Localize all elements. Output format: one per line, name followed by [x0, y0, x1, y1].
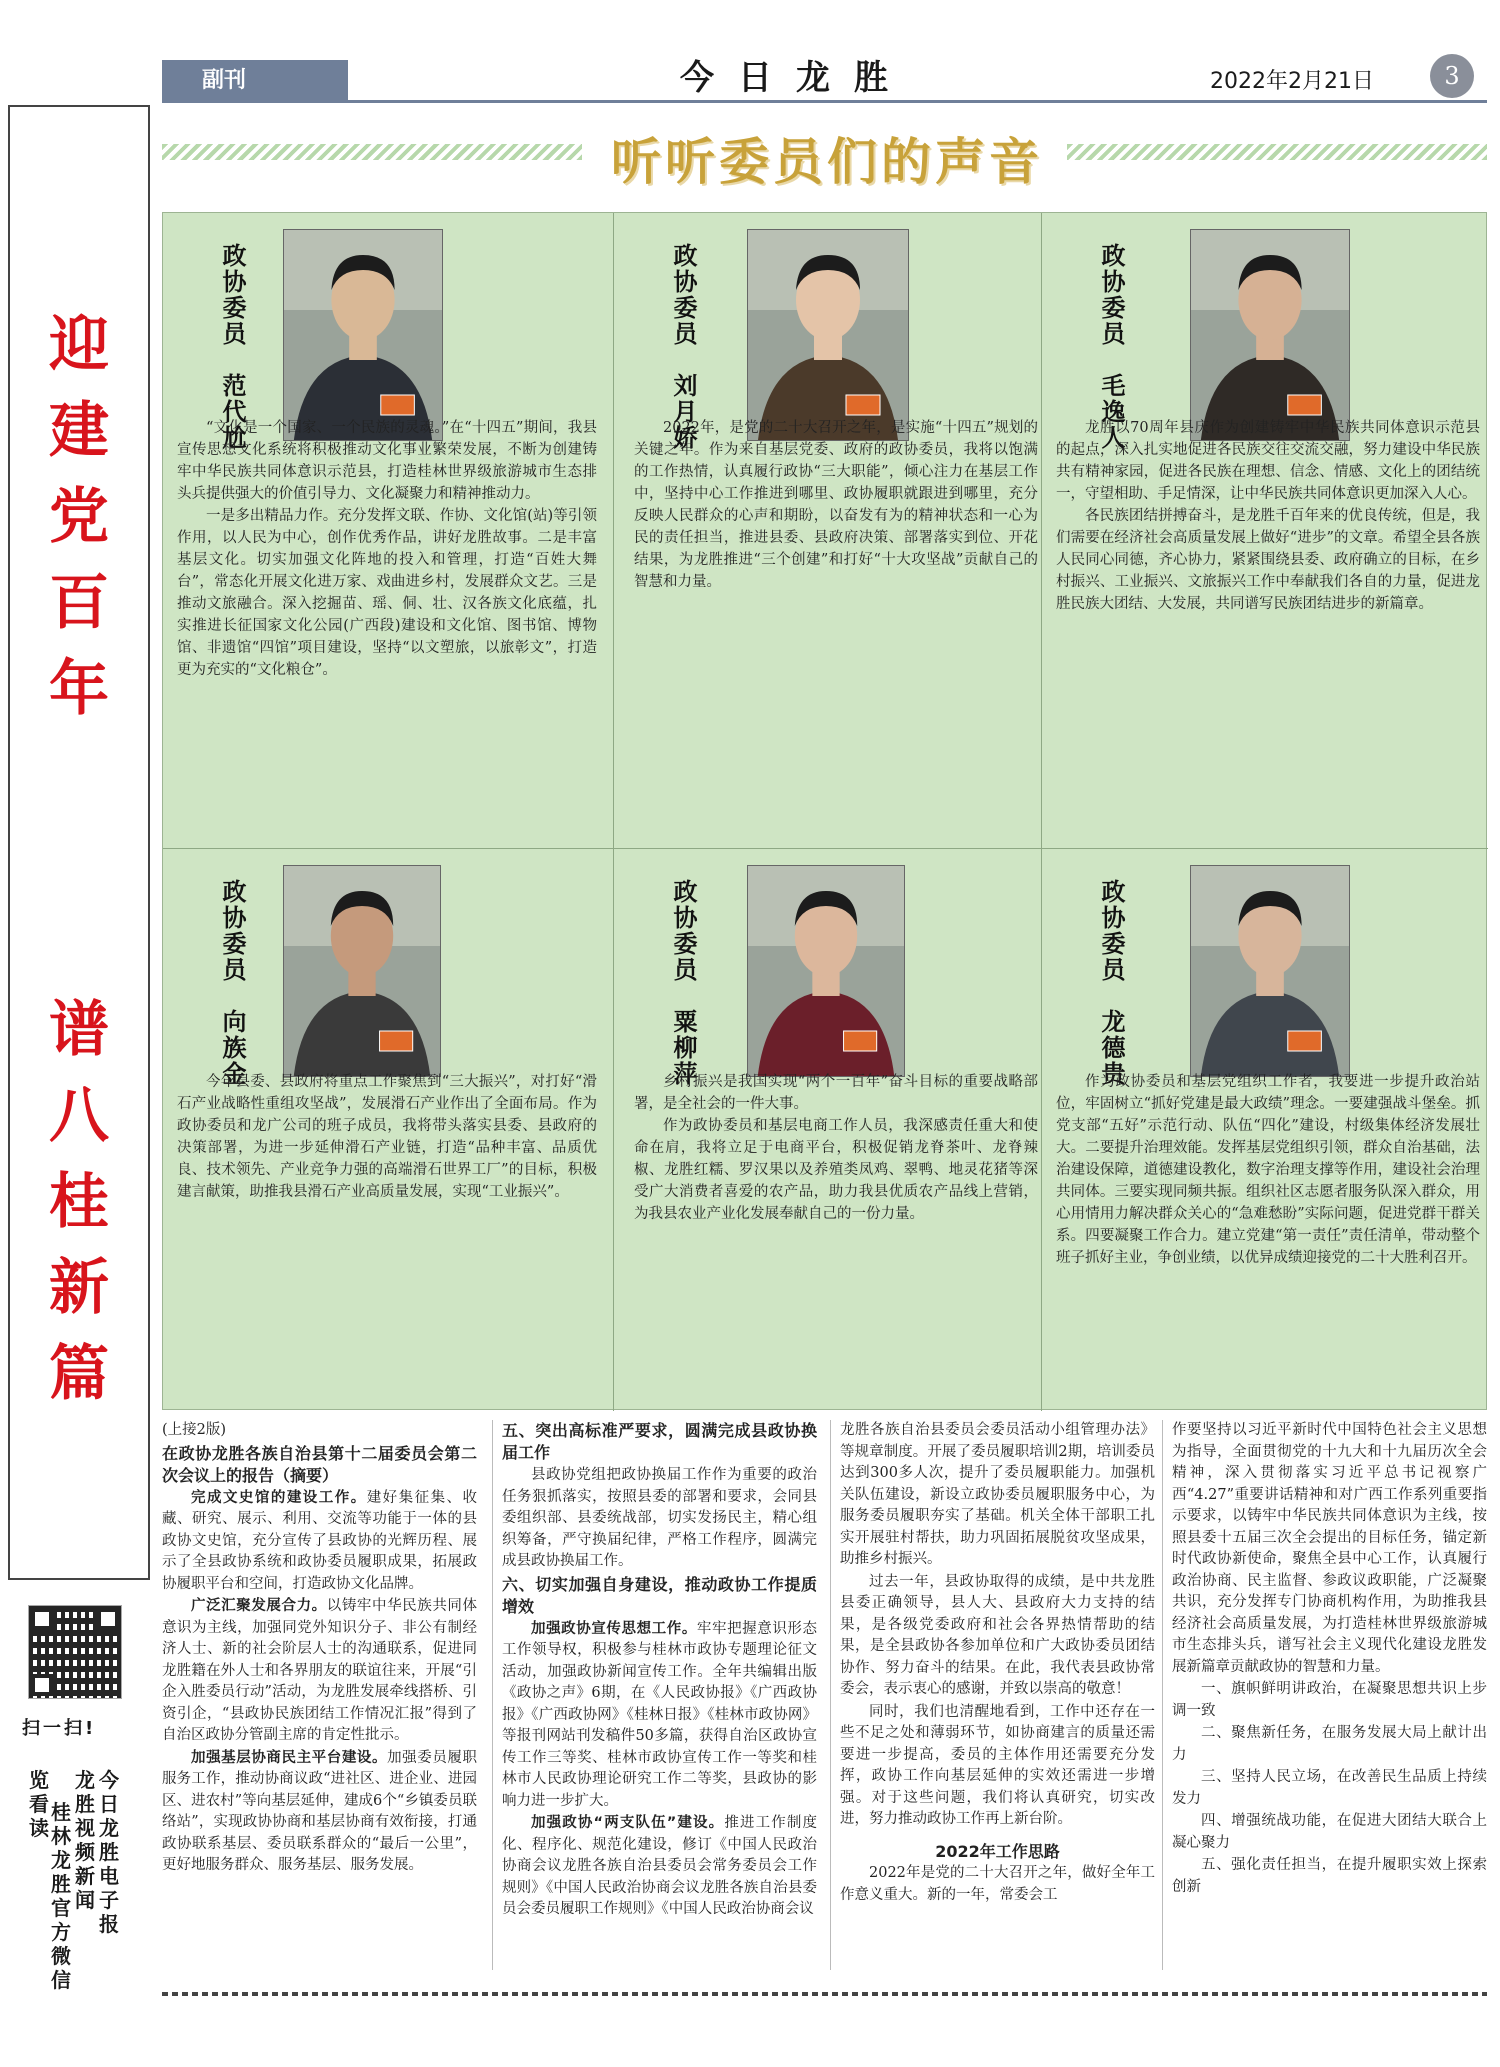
grid-divider [1041, 213, 1042, 1411]
report-column [502, 1420, 817, 1922]
member-portrait [283, 865, 441, 1077]
section-tab: 副刊 [162, 60, 348, 102]
report-paragraph: 加强政协宣传思想工作。牢牢把握意识形态工作领导权，积极参与桂林市政协专题理论征文活动，加强政协新闻宣传工作。全年共编辑出版《政协之声》6期，在《人民政协报》《广西政协报》《广西政协网》《桂林日报》《桂林市政协网》等报刊网站刊发稿件50多篇，获得自治区政协宣传工作三等奖、桂林市政协宣传工作一等奖和桂林市人民政协理论研究工作二等奖，县政协的影响力进一步扩大。 [502, 1620, 818, 1809]
report-paragraph: 一、旗帜鲜明讲政治，在凝聚思想共识上步调一致 [1172, 1681, 1487, 1719]
member-statement [177, 1071, 597, 1203]
sidebar-slogan-box [8, 105, 150, 1580]
paragraph-lead: 加强基层协商民主平台建设。 [191, 1749, 388, 1766]
issue-date: 2022年2月21日 [1210, 69, 1374, 94]
reader-col: 龙胜视频新闻 [75, 1768, 95, 1912]
member-statement [634, 1071, 1038, 1225]
column-rule [492, 1420, 493, 1970]
qr-finder [31, 1608, 53, 1630]
qr-code[interactable] [28, 1605, 122, 1699]
paragraph-lead: 加强政协宣传思想工作。 [531, 1620, 697, 1637]
member-statement [634, 417, 1038, 593]
report-paragraph: 县政协党组把政协换届工作作为重要的政治任务狠抓落实，按照县委的部署和要求，会同县委组织部、县委统战部，切实发扬民主，精心组织筹备，严守换届纪律，严格工作程序，圆满完成县政协换届工作。 [502, 1467, 817, 1569]
member-statement [1056, 417, 1480, 615]
continued-note: (上接2版) [162, 1422, 227, 1438]
member-label: 政协委员 粟柳萍 [669, 879, 697, 1087]
bottom-rule [162, 1992, 1487, 1996]
report-column [1172, 1420, 1487, 1899]
column-rule [830, 1420, 831, 1970]
statement-paragraph: 今年县委、县政府将重点工作聚焦到“三大振兴”，对打好“滑石产业战略性重组攻坚战”，发展滑石产业作出了全面布局。作为政协委员和龙广公司的班子成员，我将带头落实县委、县政府的决策部署，为进一步延伸滑石产业链，打造“品种丰富、品质优良、技术领先、产业竞争力强的高端滑石世界工厂”的目标，积极建言献策，助推我县滑石产业高质量发展，实现“工业振兴”。 [177, 1074, 597, 1200]
reader-col: 今日龙胜电子报 [99, 1768, 119, 1936]
report-heading: 在政协龙胜各族自治县第十二届委员会第二次会议上的报告（摘要） [162, 1443, 477, 1485]
slogan-bottom: 谱 八 桂 新 篇 [49, 995, 109, 1409]
members-panel [162, 212, 1487, 1410]
scan-label: 扫一扫! [22, 1718, 97, 1739]
feature-banner [162, 122, 1487, 191]
report-heading: 五、突出高标准严要求，圆满完成县政协换届工作 [502, 1421, 817, 1462]
slogan-top: 迎 建 党 百 年 [49, 310, 109, 724]
paragraph-lead: 加强政协“两支队伍”建设。 [531, 1815, 725, 1831]
banner-stripe-right [1067, 144, 1487, 160]
member-portrait [1190, 865, 1350, 1077]
report-article [162, 1420, 1487, 1980]
report-paragraph: 加强政协“两支队伍”建设。推进工作制度化、程序化、规范化建设，修订《中国人民政治协商会议龙胜各族自治县委员会常务委员会工作规则》《中国人民政治协商会议龙胜各族自治县委员会委员履职工作规则》《中国人民政治协商会议 [502, 1815, 818, 1917]
report-paragraph: 2022年是党的二十大召开之年，做好全年工作意义重大。新的一年，常委会工 [840, 1865, 1155, 1903]
member-label: 政协委员 向族金 [218, 879, 246, 1087]
report-column [840, 1420, 1155, 1907]
member-label: 政协委员 刘月娇 [669, 243, 697, 451]
report-paragraph: 二、聚焦新任务，在服务发展大局上献计出力 [1172, 1725, 1487, 1763]
member-statement [1056, 1071, 1480, 1269]
reader-col: 览看读 [29, 1768, 49, 1840]
column-rule [1162, 1420, 1163, 1970]
statement-paragraph: 作为政协委员和基层电商工作人员，我深感责任重大和使命在肩，我将立足于电商平台，积极促销龙脊茶叶、龙脊辣椒、龙胜红糯、罗汉果以及养殖类凤鸡、翠鸭、地灵花猪等深受广大消费者喜爱的农产品，助力我县优质农产品线上营销，为我县农业产业化发展奉献自己的一份力量。 [634, 1118, 1038, 1222]
report-paragraph: 作要坚持以习近平新时代中国特色社会主义思想为指导，全面贯彻党的十九大和十九届历次全会精神，深入贯彻落实习近平总书记视察广西“4.27”重要讲话精神和对广西工作系列重要指示要求，以铸牢中华民族共同体意识为主线，按照县委十五届三次全会提出的目标任务，锚定新时代政协新使命，聚焦全县中心工作，认真履行政治协商、民主监督、参政议政职能，广泛凝聚共识，充分发挥专门协商机构作用，为助推我县经济社会高质量发展，为打造桂林世界级旅游城市生态排头兵，谱写社会主义现代化建设龙胜发展新篇章贡献政协的智慧和力量。 [1172, 1422, 1487, 1675]
feature-title: 听听委员们的声音 [611, 133, 1043, 191]
member-portrait [283, 229, 443, 441]
report-subheading: 2022年工作思路 [935, 1841, 1060, 1861]
member-label: 政协委员 毛逸人 [1097, 243, 1125, 451]
report-paragraph: 三、坚持人民立场，在改善民生品质上持续发力 [1172, 1769, 1487, 1807]
member-portrait [1190, 229, 1350, 441]
member-label: 政协委员 龙德贵 [1097, 879, 1125, 1087]
paper-name: 今日龙胜 [680, 58, 912, 98]
statement-paragraph: 作为政协委员和基层党组织工作者，我要进一步提升政治站位，牢固树立“抓好党建是最大政绩”理念。一要建强战斗堡垒。抓党支部“五好”示范行动、队伍“四化”建设，村级集体经济发展壮大。二要提升治理效能。发挥基层党组织引领，群众自治基础，法治建设保障，道德建设教化，数字治理支撑等作用，建设社会治理共同体。三要实现同频共振。组织社区志愿者服务队深入群众，用心用情用力解决群众关心的“急难愁盼”实际问题，促进党群干群关系。四要凝聚工作合力。建立党建“第一责任”责任清单，带动整个班子抓好主业，争创业绩，以优异成绩迎接党的二十大胜利召开。 [1056, 1074, 1480, 1266]
paragraph-lead: 完成文史馆的建设工作。 [191, 1489, 367, 1506]
report-column [162, 1420, 477, 1878]
statement-paragraph: 龙胜以70周年县庆作为创建铸牢中华民族共同体意识示范县的起点，深入扎实地促进各民族交往交流交融，努力建设中华民族共有精神家园，促进各民族在理想、信念、情感、文化上的团结统一，守望相助、手足情深，让中华民族共同体意识更加深入人心。 [1056, 420, 1480, 502]
qr-finder [97, 1608, 119, 1630]
banner-stripe-left [162, 144, 582, 160]
report-paragraph: 龙胜各族自治县委员会委员活动小组管理办法》等规章制度。开展了委员履职培训2期，培训委员达到300多人次，提升了委员履职能力。加强机关队伍建设，新设立政协委员履职服务中心，为服务委员履职夯实了基础。机关全体干部职工扎实开展驻村帮扶，助力巩固拓展脱贫攻坚成果，助推乡村振兴。 [840, 1422, 1155, 1567]
grid-divider [163, 848, 1488, 849]
grid-divider [613, 213, 614, 1411]
page-number-badge: 3 [1430, 54, 1474, 98]
member-portrait [747, 865, 905, 1077]
statement-paragraph: 2022年，是党的二十大召开之年，是实施“十四五”规划的关键之年。作为来自基层党委、政府的政协委员，我将以饱满的工作热情，认真履行政协“三大职能”，倾心注力在基层工作中，坚持中心工作推进到哪里、政协履职就跟进到哪里，充分反映人民群众的心声和期盼，以奋发有为的精神状态和一心为民的责任担当，推进县委、县政府决策、部署落实到位、开花结果，为龙胜推进“三个创建”和打好“十大攻坚战”贡献自己的智慧和力量。 [634, 420, 1038, 590]
paragraph-lead: 广泛汇聚发展合力。 [191, 1598, 327, 1614]
report-paragraph: 完成文史馆的建设工作。建好集征集、收藏、研究、展示、利用、交流等功能于一体的县政协文史馆，充分宣传了县政协的光辉历程、展示了全县政协系统和政协委员履职成果，拓展政协履职平台和空间，打造政协文化品牌。 [162, 1489, 478, 1592]
report-paragraph: 五、强化责任担当，在提升履职实效上探索创新 [1172, 1857, 1487, 1895]
member-portrait [747, 229, 909, 441]
qr-finder [31, 1674, 53, 1696]
report-paragraph: 广泛汇聚发展合力。以铸牢中华民族共同体意识为主线，加强同党外知识分子、非公有制经济人士、新的社会阶层人士的沟通联系，促进同龙胜籍在外人士和各界朋友的联谊往来，开展“引企入胜委员行动”活动，为龙胜发展牵线搭桥、引资引企，“县政协民族团结工作情况汇报”得到了自治区政协分管副主席的肯定性批示。 [162, 1598, 477, 1743]
statement-paragraph: 各民族团结拼搏奋斗，是龙胜千百年来的优良传统，但是，我们需要在经济社会高质量发展上做好“进步”的文章。希望全县各族人民同心同德，齐心协力，紧紧围绕县委、政府确立的目标，在乡村振兴、工业振兴、文旅振兴工作中奉献我们各自的力量，促进龙胜民族大团结、大发展，共同谱写民族团结进步的新篇章。 [1056, 508, 1480, 612]
statement-paragraph: 乡村振兴是我国实现“两个一百年”奋斗目标的重要战略部署，是全社会的一件大事。 [634, 1074, 1038, 1112]
statement-paragraph: 一是多出精品力作。充分发挥文联、作协、文化馆(站)等引领作用，以人民为中心，创作优秀作品，讲好龙胜故事。二是丰富基层文化。切实加强文化阵地的投入和管理，打造“百姓大舞台”，常态化开展文化进万家、戏曲进乡村，发展群众文艺。三是推动文旅融合。深入挖掘苗、瑶、侗、壮、汉各族文化底蕴，扎实推进长征国家文化公园(广西段)建设和文化馆、图书馆、博物馆、非遗馆“四馆”项目建设，坚持“以文塑旅，以旅彰文”，打造更为充实的“文化粮仓”。 [177, 508, 597, 678]
member-label: 政协委员 范代尬 [218, 243, 246, 451]
report-paragraph: 同时，我们也清醒地看到，工作中还存在一些不足之处和薄弱环节，如协商建言的质量还需要进一步提高，委员的主体作用还需要充分发挥，政协工作向基层延伸的实效还需进一步增强。对于这些问题，我们将认真研究，切实改进，努力推动政协工作再上新台阶。 [840, 1703, 1155, 1827]
statement-paragraph: “文化是一个国家、一个民族的灵魂。”在“十四五”期间，我县宣传思想文化系统将积极推动文化事业繁荣发展，不断为创建铸牢中华民族共同体意识示范县，打造桂林世界级旅游城市生态排头兵提供强大的价值引导力、文化凝聚力和精神推动力。 [177, 420, 597, 502]
report-paragraph: 加强基层协商民主平台建设。加强委员履职服务工作，推动协商议政“进社区、进企业、进园区、进农村”等向基层延伸，建成6个“乡镇委员联络站”，实现政协协商和基层协商有效衔接，打通政协联系基层、委员联系群众的“最后一公里”，更好地服务群众、服务基层、服务发展。 [162, 1749, 478, 1873]
report-paragraph: 过去一年，县政协取得的成绩，是中共龙胜县委正确领导，县人大、县政府大力支持的结果，是各级党委政府和社会各界热情帮助的结果，是全县政协各参加单位和广大政协委员团结协作、努力奋斗的结果。在此，我代表县政协常委会，表示衷心的感谢，并致以崇高的敬意！ [840, 1573, 1155, 1697]
member-statement [177, 417, 597, 681]
report-paragraph: 四、增强统战功能，在促进大团结大联合上凝心聚力 [1172, 1813, 1487, 1851]
header-rule [162, 100, 1487, 103]
report-heading: 六、切实加强自身建设，推动政协工作提质增效 [502, 1574, 817, 1616]
reader-col: 桂林龙胜官方微信 [51, 1800, 71, 1992]
